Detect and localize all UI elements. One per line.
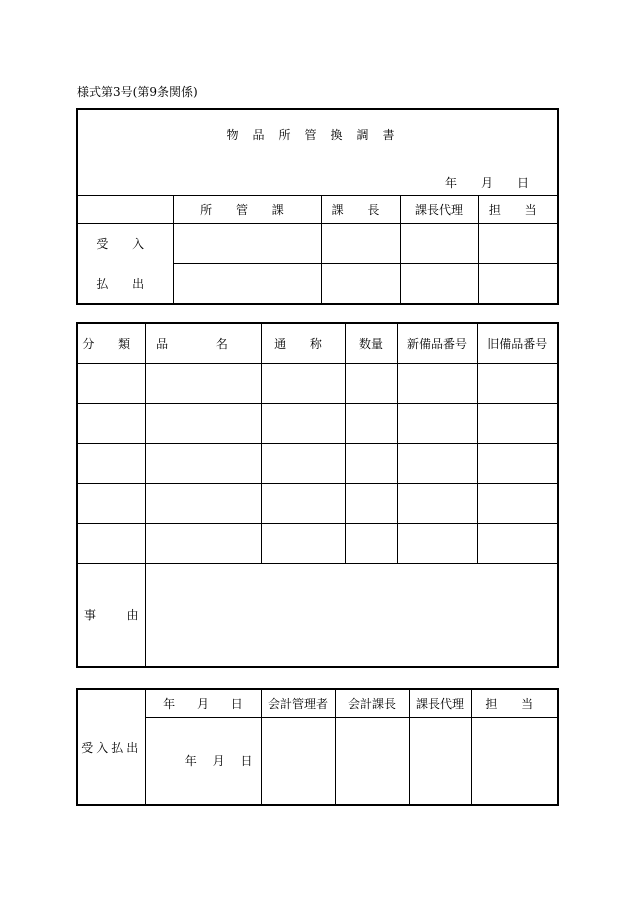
staff-cell[interactable] — [471, 717, 558, 805]
table-cell[interactable] — [261, 403, 345, 443]
receive-dispose-label: 受入払出 — [77, 689, 145, 805]
header-new-number: 新備品番号 — [397, 323, 477, 363]
table-cell[interactable] — [397, 483, 477, 523]
items-table — [76, 322, 559, 668]
reason-label — [77, 563, 145, 667]
table-cell[interactable] — [145, 523, 261, 563]
table-row — [77, 523, 558, 563]
receive-staff-cell[interactable] — [478, 224, 558, 264]
date-month: 月 — [481, 176, 494, 190]
header-item-name: 品 名 — [145, 323, 261, 363]
document-date — [445, 174, 529, 191]
header-deputy: 課長代理 — [400, 196, 478, 224]
reason-label-char-2: 由 — [126, 608, 139, 623]
table-row — [77, 483, 558, 523]
blank-header-cell — [77, 196, 173, 224]
accounting-manager-cell[interactable] — [261, 717, 335, 805]
table-row — [77, 403, 558, 443]
header-chief: 課 長 — [321, 196, 400, 224]
table-cell[interactable] — [77, 483, 145, 523]
reason-field[interactable] — [145, 563, 558, 667]
header-date: 年 月 日 — [145, 689, 261, 717]
transfer-header-table — [76, 108, 559, 305]
table-cell[interactable] — [345, 443, 397, 483]
table-cell[interactable] — [397, 363, 477, 403]
dispose-staff-cell[interactable] — [478, 264, 558, 304]
table-cell[interactable] — [345, 523, 397, 563]
header-staff: 担 当 — [471, 689, 558, 717]
table-cell[interactable] — [477, 403, 558, 443]
table-cell[interactable] — [145, 443, 261, 483]
accounting-chief-cell[interactable] — [335, 717, 409, 805]
table-cell[interactable] — [345, 363, 397, 403]
table-cell[interactable] — [145, 403, 261, 443]
table-cell[interactable] — [77, 443, 145, 483]
header-staff: 担 当 — [478, 196, 558, 224]
table-cell[interactable] — [477, 363, 558, 403]
table-cell[interactable] — [477, 483, 558, 523]
table-cell[interactable] — [261, 443, 345, 483]
header-quantity: 数量 — [345, 323, 397, 363]
document-title: 物品所管換調書 — [226, 128, 409, 142]
table-cell[interactable] — [397, 443, 477, 483]
date-field[interactable] — [145, 717, 261, 805]
table-cell[interactable] — [77, 363, 145, 403]
table-cell[interactable] — [345, 483, 397, 523]
date-year: 年 — [445, 176, 458, 190]
table-row — [77, 443, 558, 483]
header-accounting-chief: 会計課長 — [335, 689, 409, 717]
header-accounting-manager: 会計管理者 — [261, 689, 335, 717]
table-cell[interactable] — [145, 363, 261, 403]
deputy-cell[interactable] — [409, 717, 471, 805]
table-cell[interactable] — [477, 523, 558, 563]
table-cell[interactable] — [261, 483, 345, 523]
table-cell[interactable] — [345, 403, 397, 443]
table-cell[interactable] — [397, 523, 477, 563]
header-old-number: 旧備品番号 — [477, 323, 558, 363]
table-cell[interactable] — [77, 523, 145, 563]
receive-deputy-cell[interactable] — [400, 224, 478, 264]
date-day: 日 — [517, 176, 530, 190]
header-section: 所 管 課 — [173, 196, 321, 224]
row-dispose-label: 払 出 — [77, 264, 173, 304]
receive-section-cell[interactable] — [173, 224, 321, 264]
table-cell[interactable] — [397, 403, 477, 443]
table-cell[interactable] — [261, 523, 345, 563]
table-cell[interactable] — [77, 403, 145, 443]
dispose-deputy-cell[interactable] — [400, 264, 478, 304]
dispose-chief-cell[interactable] — [321, 264, 400, 304]
row-receive-label: 受 入 — [77, 224, 173, 264]
reason-label-char-1: 事 — [84, 608, 97, 623]
dispose-section-cell[interactable] — [173, 264, 321, 304]
header-common-name: 通 称 — [261, 323, 345, 363]
table-row — [77, 363, 558, 403]
title-cell — [77, 109, 558, 196]
form-number: 様式第3号(第9条関係) — [77, 85, 198, 99]
table-cell[interactable] — [261, 363, 345, 403]
date-month: 月 — [212, 754, 225, 769]
date-year: 年 — [184, 754, 197, 769]
header-category: 分 類 — [77, 323, 145, 363]
receive-chief-cell[interactable] — [321, 224, 400, 264]
table-cell[interactable] — [477, 443, 558, 483]
header-deputy: 課長代理 — [409, 689, 471, 717]
accounting-table — [76, 688, 559, 806]
date-day: 日 — [240, 754, 253, 769]
table-cell[interactable] — [145, 483, 261, 523]
